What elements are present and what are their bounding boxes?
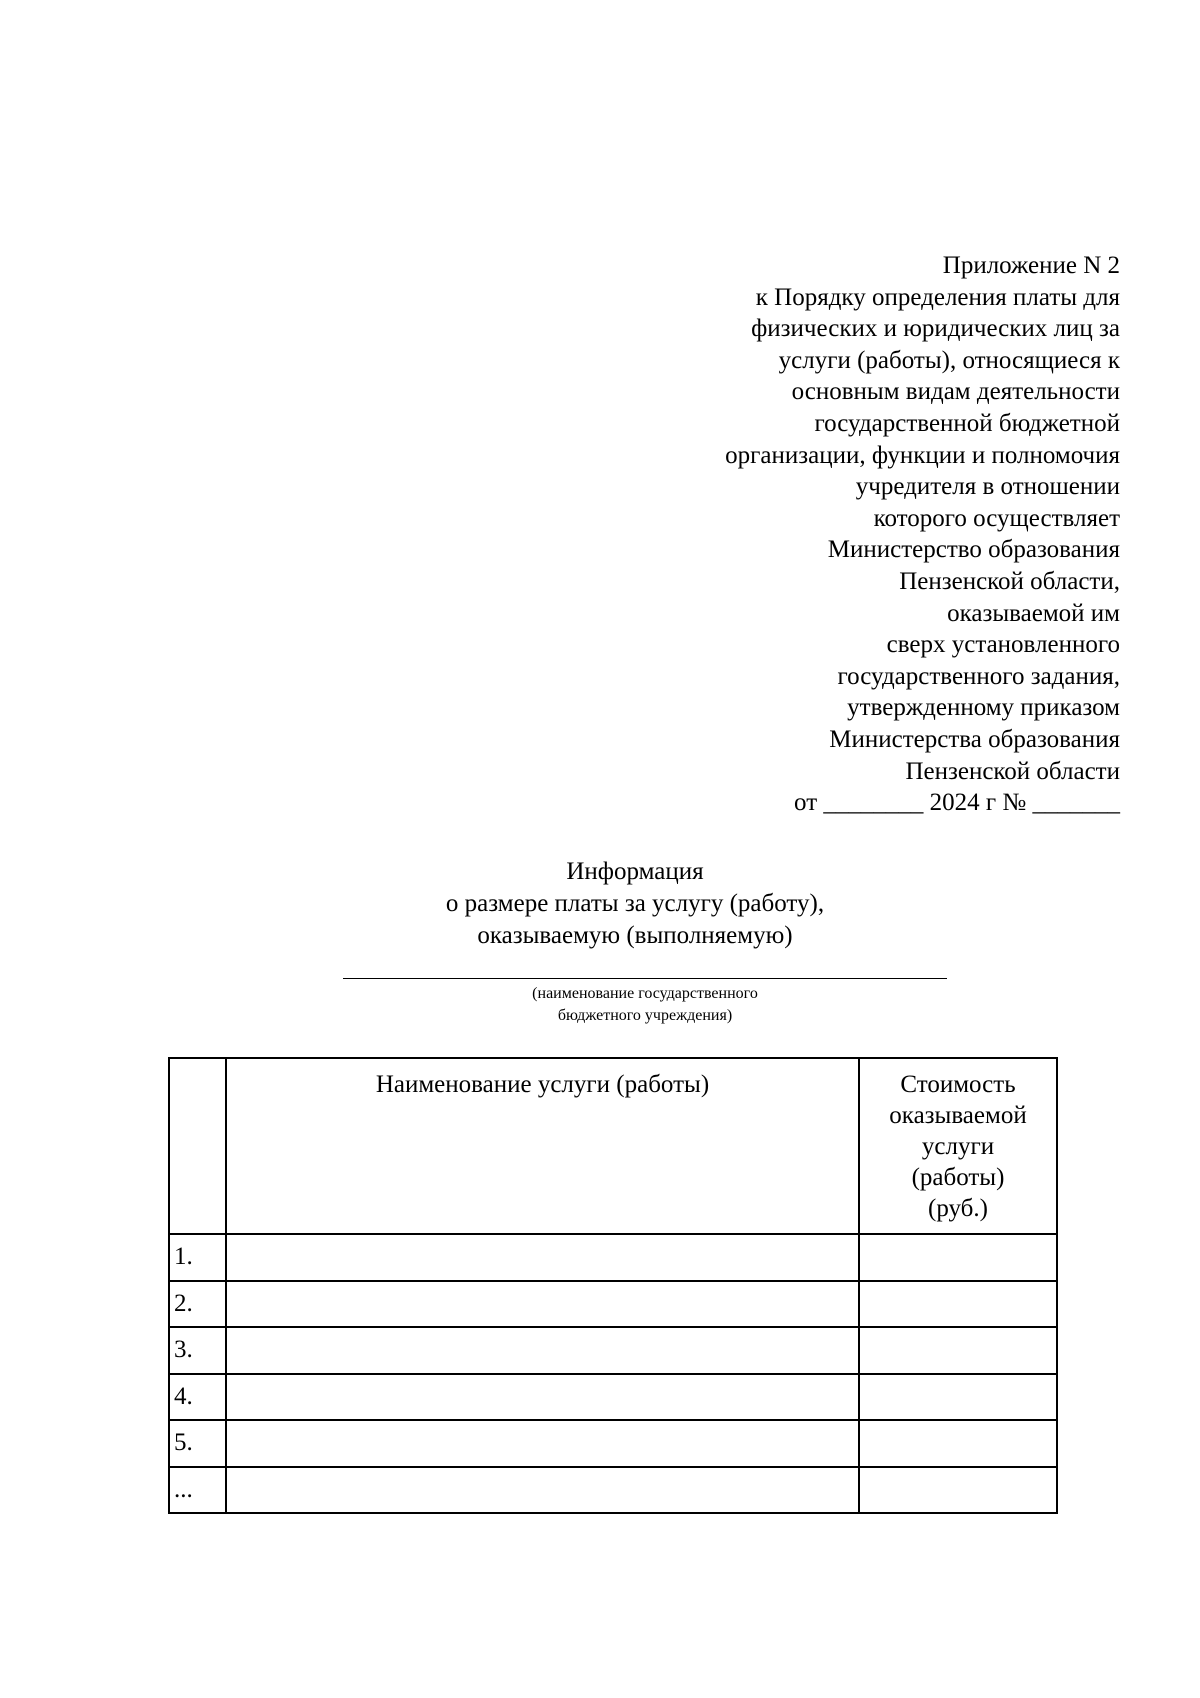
appendix-line: Приложение N 2: [942, 252, 1120, 279]
row-number: 4.: [169, 1374, 226, 1421]
appendix-line: основным видам деятельности: [791, 378, 1120, 406]
appendix-line: сверх установленного: [886, 631, 1120, 659]
appendix-line: Пензенской области,: [899, 567, 1120, 595]
row-service-cost: [859, 1420, 1057, 1467]
row-service-name: [226, 1374, 859, 1421]
header-cost-line: Стоимость: [900, 1071, 1016, 1098]
appendix-line: которого осуществляет: [873, 504, 1120, 532]
row-service-name: [226, 1234, 859, 1281]
appendix-line: государственного задания,: [837, 662, 1120, 690]
institution-name-blank: [343, 978, 947, 979]
table-row: [169, 1327, 1057, 1374]
row-number: 2.: [169, 1281, 226, 1328]
header-service-cost: [859, 1058, 1057, 1234]
appendix-line: Министерства образования: [829, 725, 1120, 753]
header-cost-line: (руб.): [928, 1195, 988, 1222]
row-number: 3.: [169, 1327, 226, 1374]
table-row: [169, 1420, 1057, 1467]
row-service-name: [226, 1327, 859, 1374]
header-number: [169, 1058, 226, 1234]
header-cost-line: услуги: [921, 1133, 995, 1160]
row-number: ...: [169, 1467, 226, 1514]
appendix-line: утвержденному приказом: [847, 694, 1120, 722]
appendix-line: от ________ 2024 г № _______: [794, 789, 1120, 817]
row-service-cost: [859, 1327, 1057, 1374]
table-row: [169, 1234, 1057, 1281]
appendix-header: [600, 250, 1120, 819]
row-service-cost: [859, 1374, 1057, 1421]
row-service-name: [226, 1420, 859, 1467]
table-row: [169, 1467, 1057, 1514]
table-row: [169, 1374, 1057, 1421]
row-service-cost: [859, 1281, 1057, 1328]
row-service-cost: [859, 1234, 1057, 1281]
title-line: о размере платы за услугу (работу),: [445, 890, 825, 917]
caption-line: бюджетного учреждения): [557, 1007, 733, 1024]
appendix-line: услуги (работы), относящиеся к: [778, 346, 1120, 374]
fee-table: [168, 1057, 1058, 1514]
row-number: 5.: [169, 1420, 226, 1467]
title-line: оказываемую (выполняемую): [477, 922, 793, 949]
header-service-name: Наименование услуги (работы): [226, 1058, 859, 1234]
institution-caption: [343, 983, 947, 1027]
row-number: 1.: [169, 1234, 226, 1281]
title-line: Информация: [566, 858, 704, 885]
appendix-line: оказываемой им: [947, 599, 1120, 627]
row-service-name: [226, 1281, 859, 1328]
row-service-cost: [859, 1467, 1057, 1514]
appendix-line: Министерство образования: [827, 536, 1120, 564]
appendix-line: к Порядку определения платы для: [755, 283, 1120, 311]
appendix-line: государственной бюджетной: [814, 409, 1120, 437]
caption-line: (наименование государственного: [532, 985, 758, 1002]
appendix-line: учредителя в отношении: [855, 473, 1120, 501]
document-title: [310, 856, 960, 952]
appendix-line: физических и юридических лиц за: [751, 315, 1120, 343]
header-cost-line: оказываемой: [889, 1102, 1027, 1129]
appendix-line: Пензенской области: [905, 757, 1120, 785]
header-cost-line: (работы): [911, 1164, 1005, 1191]
table-row: [169, 1281, 1057, 1328]
table-header-row: [169, 1058, 1057, 1234]
row-service-name: [226, 1467, 859, 1514]
appendix-line: организации, функции и полномочия: [725, 441, 1120, 469]
